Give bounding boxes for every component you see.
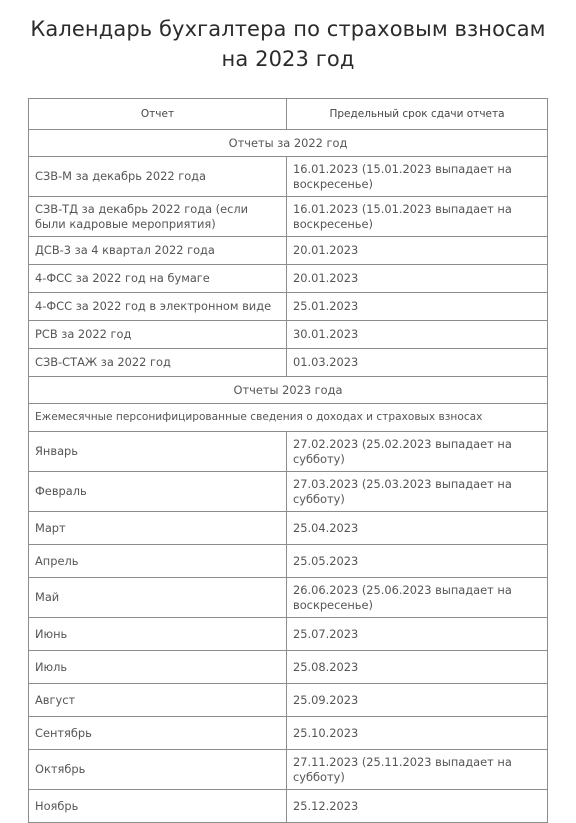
table-row <box>29 578 548 618</box>
section-title-2022: Отчеты за 2022 год <box>29 130 548 157</box>
report-cell: 4-ФСС за 2022 год на бумаге <box>29 265 287 293</box>
table-row <box>29 750 548 790</box>
table-row <box>29 512 548 545</box>
report-cell: Май <box>29 578 287 618</box>
deadline-cell: 16.01.2023 (15.01.2023 выпадает на воскресенье) <box>287 157 548 197</box>
table-row <box>29 790 548 823</box>
header-report: Отчет <box>29 99 287 130</box>
table-row <box>29 472 548 512</box>
table-row <box>29 349 548 377</box>
table-row <box>29 265 548 293</box>
report-cell: 4-ФСС за 2022 год в электронном виде <box>29 293 287 321</box>
report-cell: Июль <box>29 651 287 684</box>
section-row-2022 <box>29 130 548 157</box>
deadline-cell: 16.01.2023 (15.01.2023 выпадает на воскресенье) <box>287 197 548 237</box>
table-row <box>29 545 548 578</box>
table-row <box>29 293 548 321</box>
header-deadline: Предельный срок сдачи отчета <box>287 99 548 130</box>
deadline-cell: 25.05.2023 <box>287 545 548 578</box>
report-cell: Сентябрь <box>29 717 287 750</box>
deadline-cell: 20.01.2023 <box>287 265 548 293</box>
table-row <box>29 684 548 717</box>
report-cell: Февраль <box>29 472 287 512</box>
report-cell: СЗВ-М за декабрь 2022 года <box>29 157 287 197</box>
report-cell: РСВ за 2022 год <box>29 321 287 349</box>
report-cell: Январь <box>29 432 287 472</box>
deadline-cell: 25.01.2023 <box>287 293 548 321</box>
table-row <box>29 157 548 197</box>
deadline-cell: 25.07.2023 <box>287 618 548 651</box>
table-row <box>29 432 548 472</box>
report-cell: СЗВ-ТД за декабрь 2022 года (если были кадровые мероприятия) <box>29 197 287 237</box>
table-row <box>29 651 548 684</box>
deadline-cell: 26.06.2023 (25.06.2023 выпадает на воскресенье) <box>287 578 548 618</box>
table-header-row <box>29 99 548 130</box>
deadline-cell: 25.10.2023 <box>287 717 548 750</box>
table-row <box>29 197 548 237</box>
report-cell: Ноябрь <box>29 790 287 823</box>
report-cell: Июнь <box>29 618 287 651</box>
deadline-cell: 30.01.2023 <box>287 321 548 349</box>
section-row-2023 <box>29 377 548 404</box>
title-line-2: на 2023 год <box>221 47 355 71</box>
page-title <box>0 14 576 74</box>
deadline-cell: 01.03.2023 <box>287 349 548 377</box>
table-row <box>29 717 548 750</box>
title-line-1: Календарь бухгалтера по страховым взносам <box>30 17 546 41</box>
subsection-row-2023 <box>29 404 548 432</box>
report-cell: ДСВ-3 за 4 квартал 2022 года <box>29 237 287 265</box>
report-cell: Март <box>29 512 287 545</box>
subsection-title-2023: Ежемесячные персонифицированные сведения о доходах и страховых взносах <box>29 404 548 432</box>
section-title-2023: Отчеты 2023 года <box>29 377 548 404</box>
report-cell: Октябрь <box>29 750 287 790</box>
deadline-cell: 27.11.2023 (25.11.2023 выпадает на субботу) <box>287 750 548 790</box>
deadline-table <box>28 98 548 823</box>
deadline-cell: 27.02.2023 (25.02.2023 выпадает на субботу) <box>287 432 548 472</box>
deadline-cell: 25.08.2023 <box>287 651 548 684</box>
report-cell: Апрель <box>29 545 287 578</box>
deadline-cell: 25.12.2023 <box>287 790 548 823</box>
table-row <box>29 237 548 265</box>
report-cell: СЗВ-СТАЖ за 2022 год <box>29 349 287 377</box>
deadline-cell: 25.04.2023 <box>287 512 548 545</box>
table-row <box>29 321 548 349</box>
report-cell: Август <box>29 684 287 717</box>
deadline-cell: 20.01.2023 <box>287 237 548 265</box>
table-row <box>29 618 548 651</box>
deadline-cell: 27.03.2023 (25.03.2023 выпадает на субботу) <box>287 472 548 512</box>
deadline-cell: 25.09.2023 <box>287 684 548 717</box>
